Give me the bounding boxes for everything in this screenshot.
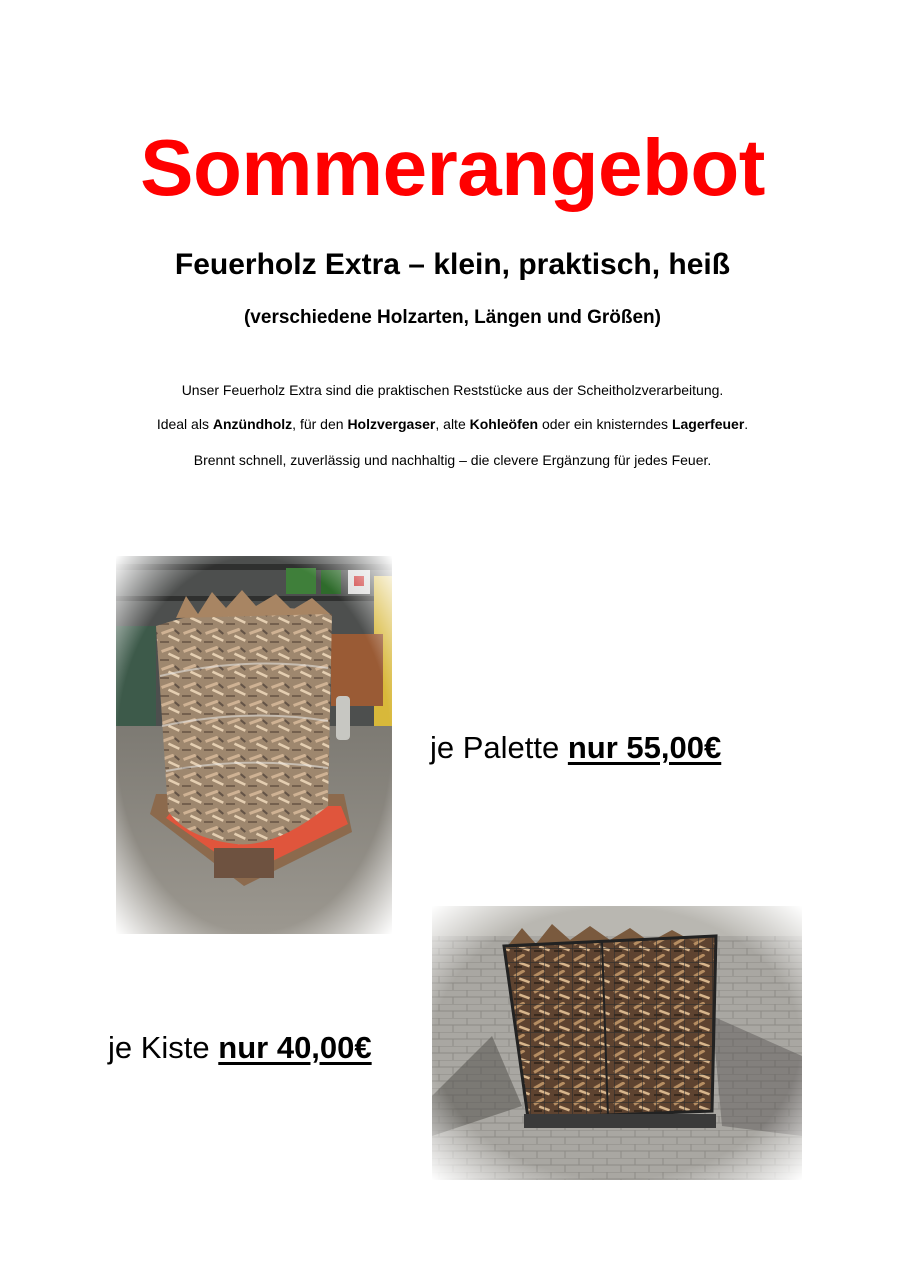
crate-firewood-photo <box>432 906 802 1180</box>
subheadline: Feuerholz Extra – klein, praktisch, heiß <box>174 248 731 281</box>
keyword-coal-stoves: Kohleöfen <box>469 416 539 432</box>
pallet-price-prefix: je Palette <box>430 730 568 765</box>
wood-types-note: (verschiedene Holzarten, Längen und Größen) <box>243 307 661 328</box>
keyword-wood-gasifier: Holzvergaser <box>347 416 436 432</box>
text-segment: , für den <box>292 416 348 432</box>
keyword-kindling: Anzündholz <box>212 416 293 432</box>
text-segment: , alte <box>435 416 470 432</box>
crate-price-prefix: je Kiste <box>108 1030 219 1065</box>
description-line-1: Unser Feuerholz Extra sind die praktischen Reststücke aus der Scheitholzverarbeitung. <box>181 382 724 398</box>
pallet-price-offer <box>430 728 721 768</box>
pallet-firewood-photo <box>116 556 392 934</box>
keyword-campfire: Lagerfeuer <box>671 416 745 432</box>
description-line-3: Brennt schnell, zuverlässig und nachhaltig – die clevere Ergänzung für jedes Feuer. <box>193 452 712 468</box>
description-line-2 <box>0 414 905 434</box>
crate-price-amount: nur 40,00€ <box>218 1030 372 1065</box>
text-segment: oder ein knisterndes <box>538 416 672 432</box>
pallet-price-amount: nur 55,00€ <box>567 730 722 765</box>
text-segment: . <box>744 416 749 432</box>
headline: Sommerangebot <box>140 123 765 212</box>
crate-price-offer <box>108 1028 372 1068</box>
text-segment: Ideal als <box>156 416 213 432</box>
